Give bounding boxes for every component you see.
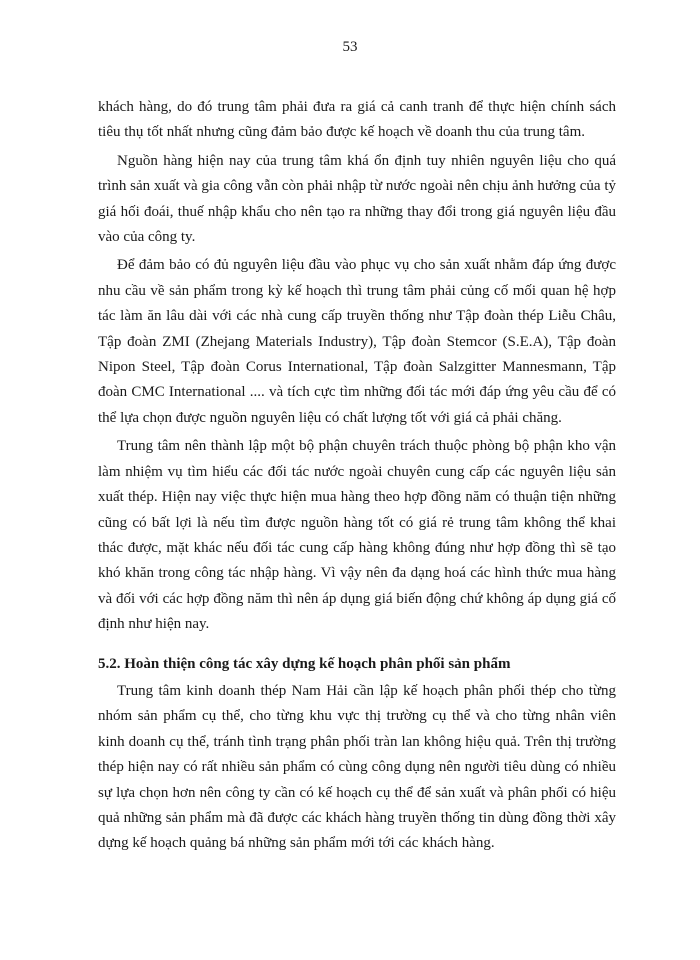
paragraph-pricing-policy: khách hàng, do đó trung tâm phải đưa ra giá cả canh tranh để thực hiện chính sách tiêu thụ tốt nhất nhưng cũng đảm bảo được kế hoạch về doanh thu của trung tâm. xyxy=(98,99,616,141)
paragraph-suppliers: Để đảm bảo có đủ nguyên liệu đầu vào phục vụ cho sản xuất nhằm đáp ứng được nhu cầu về sản phẩm trong kỳ kế hoạch thì trung tâm phải củng cố mối quan hệ hợp tác làm ăn lâu dài với các nhà cung cấp truyền thống như Tập đoàn thép Liễu Châu, Tập đoàn ZMI (Zhejang Materials Industry), Tập đoàn Stemcor (S.E.A), Tập đoàn Nipon Steel, Tập đoàn Corus International, Tập đoàn Salzgitter Mannesmann, Tập đoàn CMC International .... và tích cực tìm những đối tác mới đáp ứng yêu cầu để có thể lựa chọn được nguồn nguyên liệu có chất lượng tốt với giá cả phải chăng. xyxy=(98,257,616,426)
paragraph-distribution-plan: Trung tâm kinh doanh thép Nam Hải cần lập kế hoạch phân phối thép cho từng nhóm sản phẩm cụ thể, cho từng khu vực thị trường cụ thể và cho từng nhân viên kinh doanh cụ thể, tránh tình trạng phân phối tràn lan không hiệu quả. Trên thị trường thép hiện nay có rất nhiều sản phẩm có cùng công dụng nên người tiêu dùng có nhiều sự lựa chọn hơn nên công ty cần có kế hoạch cụ thể để sản xuất và phân phối có hiệu quả những sản phẩm mà đã được các khách hàng truyền thống tin dùng đồng thời xây dựng kế hoạch quảng bá những sản phẩm mới tới các khách hàng. xyxy=(98,682,616,852)
paragraph-supply-source: Nguồn hàng hiện nay của trung tâm khá ổn định tuy nhiên nguyên liệu cho quá trình sản xuất và gia công vẫn còn phải nhập từ nước ngoài nên chịu ảnh hưởng của tỷ giá hối đoái, thuế nhập khẩu cho nên tạo ra những thay đổi trong giá nguyên liệu đầu vào của công ty. xyxy=(98,152,616,246)
section-heading: 5.2. Hoàn thiện công tác xây dựng kế hoạch phân phối sản phẩm xyxy=(98,655,511,672)
page-number: 53 xyxy=(342,39,358,55)
document-body xyxy=(98,95,616,860)
paragraph-procurement-unit: Trung tâm nên thành lập một bộ phận chuyên trách thuộc phòng bộ phận kho vận làm nhiệm vụ tìm hiểu các đối tác nước ngoài chuyên cung cấp các nguyên liệu sản xuất thép. Hiện nay việc thực hiện mua hàng theo hợp đồng năm có thuận tiện những cũng có bất lợi là nếu tìm được nguồn hàng tốt có giá rẻ trung tâm không thể khai thác được, mặt khác nếu đối tác cung cấp hàng không đúng như hợp đồng thì sẽ tạo khó khăn trong công tác nhập hàng. Vì vậy nên đa dạng hoá các hình thức mua hàng và đối với các hợp đồng năm thì nên áp dụng giá biến động chứ không áp dụng giá cố định như hiện nay. xyxy=(98,438,616,633)
